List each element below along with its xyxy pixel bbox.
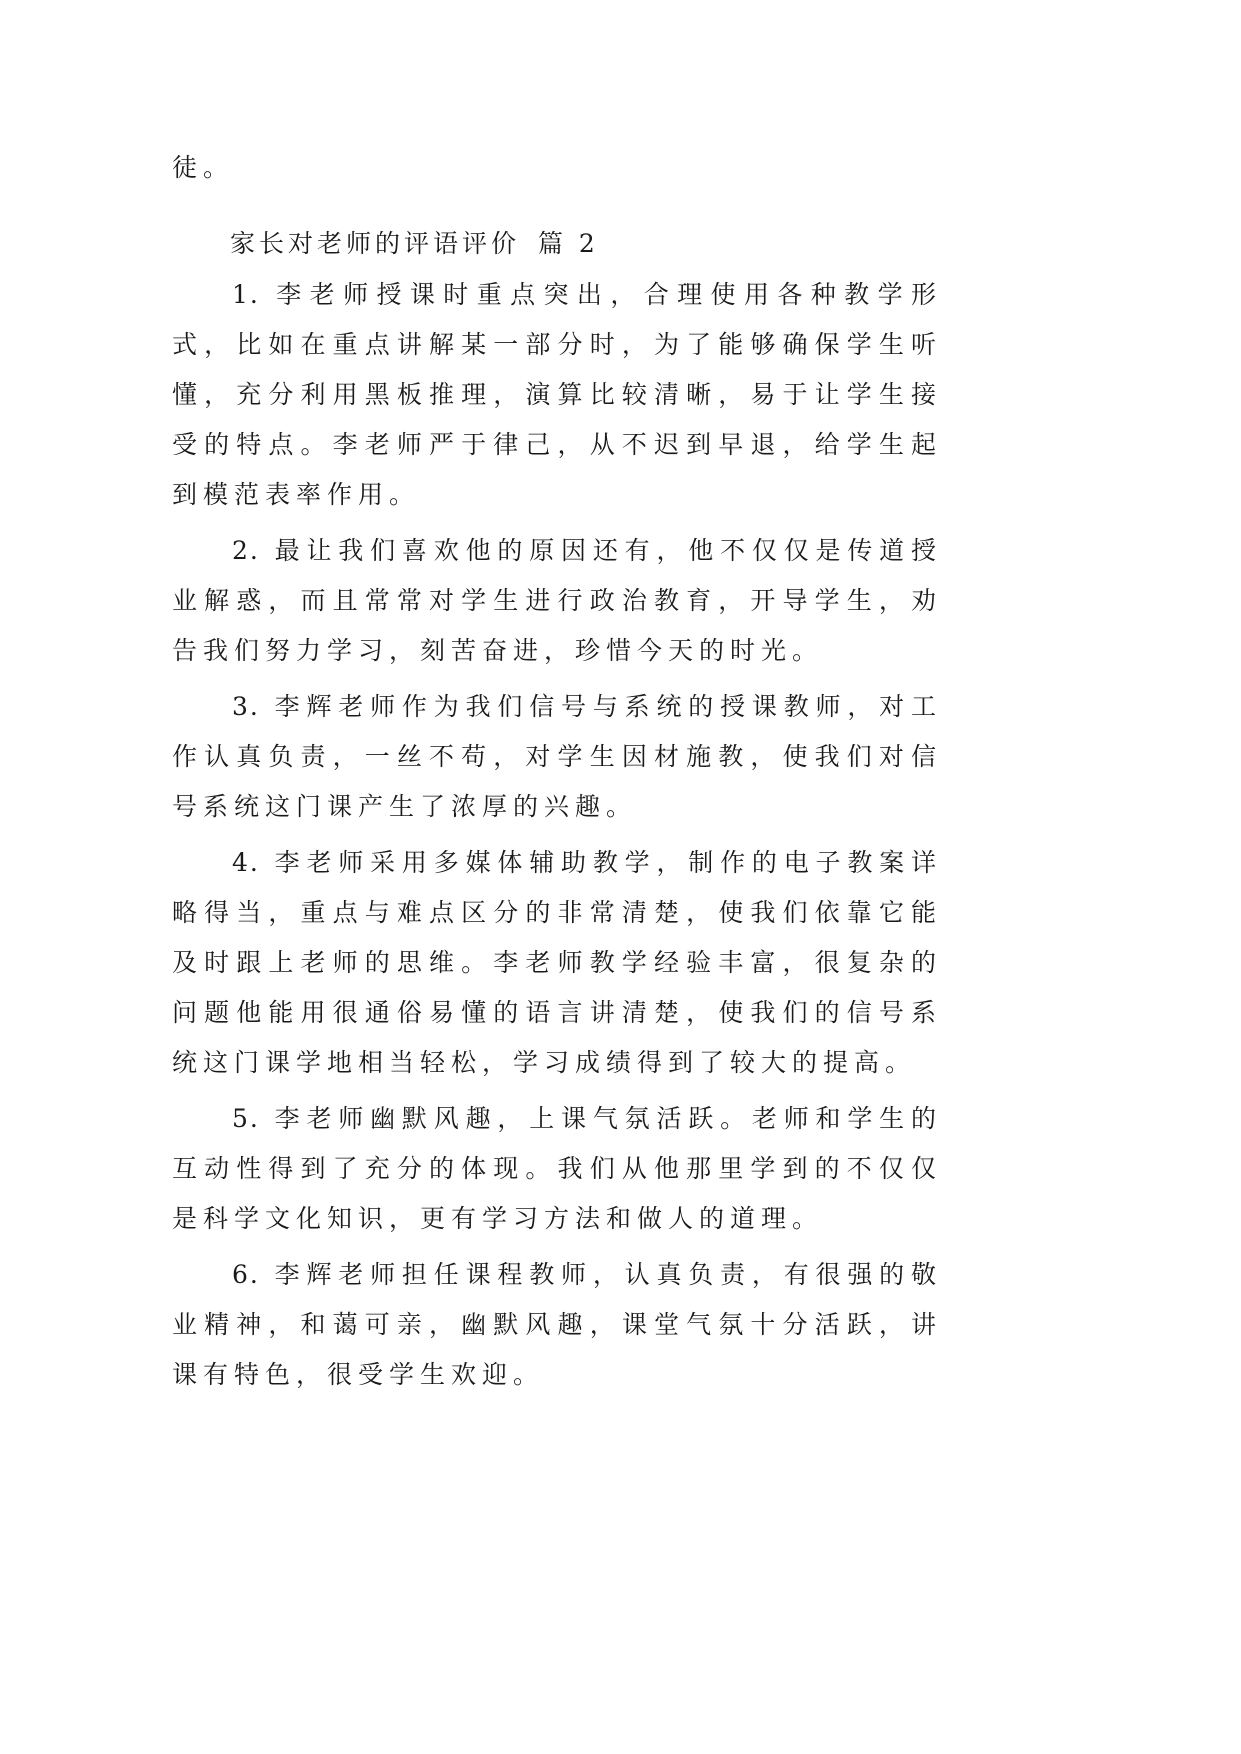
item-number: 5. <box>232 1104 260 1133</box>
continuation-text: 徒。 <box>172 153 235 182</box>
item-text: 李辉老师作为我们信号与系统的授课教师，对工作认真负责，一丝不苟，对学生因材施教，使我们对信号系统这门课产生了浓厚的兴趣。 <box>172 692 942 821</box>
section-label: 篇 2 <box>537 229 599 258</box>
section-title: 家长对老师的评语评价 <box>230 229 521 258</box>
item-number: 2. <box>232 536 260 565</box>
item-text: 李老师授课时重点突出，合理使用各种教学形式，比如在重点讲解某一部分时，为了能够确保学生听懂，充分利用黑板推理，演算比较清晰，易于让学生接受的特点。李老师严于律己，从不迟到早退，给学生起到模范表率作用。 <box>172 280 942 509</box>
list-item <box>172 838 942 1088</box>
item-text: 李辉老师担任课程教师，认真负责，有很强的敬业精神，和蔼可亲，幽默风趣，课堂气氛十分活跃，讲课有特色，很受学生欢迎。 <box>172 1260 942 1389</box>
list-item <box>172 682 942 832</box>
item-number: 1. <box>232 280 260 309</box>
item-number: 6. <box>232 1260 260 1289</box>
list-item <box>172 1250 942 1400</box>
item-number: 3. <box>232 692 260 721</box>
evaluation-list <box>172 270 942 1406</box>
section-heading <box>230 224 599 264</box>
list-item <box>172 270 942 520</box>
item-text: 李老师采用多媒体辅助教学，制作的电子教案详略得当，重点与难点区分的非常清楚，使我们依靠它能及时跟上老师的思维。李老师教学经验丰富，很复杂的问题他能用很通俗易懂的语言讲清楚，使我们的信号系统这门课学地相当轻松，学习成绩得到了较大的提高。 <box>172 848 942 1077</box>
item-number: 4. <box>232 848 260 877</box>
item-text: 李老师幽默风趣，上课气氛活跃。老师和学生的互动性得到了充分的体现。我们从他那里学到的不仅仅是科学文化知识，更有学习方法和做人的道理。 <box>172 1104 942 1233</box>
item-text: 最让我们喜欢他的原因还有，他不仅仅是传道授业解惑，而且常常对学生进行政治教育，开导学生，劝告我们努力学习，刻苦奋进，珍惜今天的时光。 <box>172 536 942 665</box>
list-item <box>172 526 942 676</box>
list-item <box>172 1094 942 1244</box>
